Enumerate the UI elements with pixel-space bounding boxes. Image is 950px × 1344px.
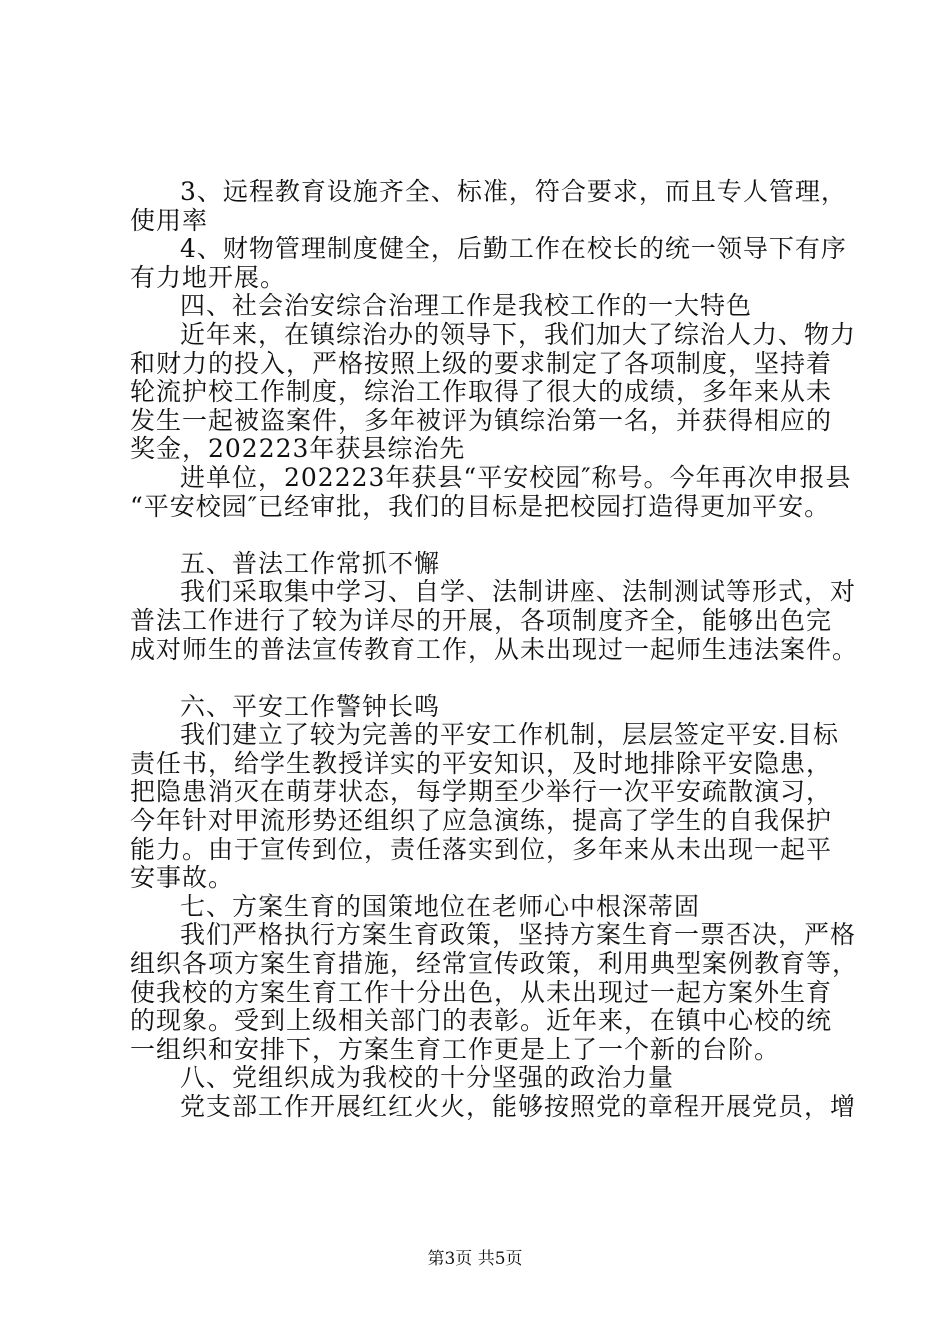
document-body xyxy=(130,177,859,1122)
section-heading: 五、普法工作常抓不懈 xyxy=(180,548,441,578)
paragraph-line: 进单位，202223年获县“平安校园″称号。今年再次申报县 xyxy=(180,462,852,492)
page-number-footer: 第3页 共5页 xyxy=(427,1249,523,1269)
paragraph-line: 一组织和安排下，方案生育工作更是上了一个新的台阶。 xyxy=(130,1034,781,1064)
paragraph-line: 和财力的投入，严格按照上级的要求制定了各项制度，坚持着 xyxy=(130,348,833,378)
paragraph-line: 轮流护校工作制度，综治工作取得了很大的成绩，多年来从未 xyxy=(130,377,833,407)
paragraph-line: 党支部工作开展红红火火，能够按照党的章程开展党员，增 xyxy=(180,1092,857,1121)
paragraph-line: 我们建立了较为完善的平安工作机制，层层签定平安.目标 xyxy=(180,720,839,750)
paragraph-line: 责任书，给学生教授详实的平安知识，及时地排除平安隐患， xyxy=(130,748,833,778)
paragraph-line: 我们采取集中学习、自学、法制讲座、法制测试等形式，对 xyxy=(180,577,857,607)
section-heading: 四、社会治安综合治理工作是我校工作的一大特色 xyxy=(180,291,753,321)
section-heading: 七、方案生育的国策地位在老师心中根深蒂固 xyxy=(180,891,701,921)
paragraph-line: 今年针对甲流形势还组织了应急演练，提高了学生的自我保护 xyxy=(130,806,833,836)
paragraph-line: 使用率 xyxy=(130,205,209,235)
paragraph-gap xyxy=(130,664,842,693)
paragraph-line: 有力地开展。 xyxy=(130,262,287,292)
paragraph-line: 普法工作进行了较为详尽的开展，各项制度齐全，能够出色完 xyxy=(130,605,833,635)
paragraph-line: 奖金，202223年获县综治先 xyxy=(130,434,466,464)
paragraph-line: 组织各项方案生育措施，经常宣传政策，利用典型案例教育等， xyxy=(130,949,859,979)
section-heading: 八、党组织成为我校的十分坚强的政治力量 xyxy=(180,1063,675,1093)
paragraph-line: 我们严格执行方案生育政策，坚持方案生育一票否决，严格 xyxy=(180,920,857,950)
paragraph-line: “平安校园″已经审批，我们的目标是把校园打造得更加平安。 xyxy=(130,491,831,521)
paragraph-line: 近年来，在镇综治办的领导下，我们加大了综治人力、物力 xyxy=(180,319,857,349)
paragraph-line: 4、财物管理制度健全，后勤工作在校长的统一领导下有序 xyxy=(180,234,847,264)
paragraph-line: 能力。由于宣传到位，责任落实到位，多年来从未出现一起平 xyxy=(130,834,833,864)
paragraph-line: 3、远程教育设施齐全、标准，符合要求，而且专人管理， xyxy=(180,177,847,206)
section-heading: 六、平安工作警钟长鸣 xyxy=(180,691,441,721)
paragraph-line: 使我校的方案生育工作十分出色，从未出现过一起方案外生育 xyxy=(130,977,833,1007)
paragraph-line: 把隐患消灭在萌芽状态，每学期至少举行一次平安疏散演习， xyxy=(130,777,833,807)
paragraph-line: 发生一起被盗案件，多年被评为镇综治第一名，并获得相应的 xyxy=(130,405,833,435)
paragraph-line: 安事故。 xyxy=(130,863,235,893)
paragraph-gap xyxy=(130,521,842,550)
paragraph-line: 的现象。受到上级相关部门的表彰。近年来，在镇中心校的统 xyxy=(130,1006,833,1036)
paragraph-line: 成对师生的普法宣传教育工作，从未出现过一起师生违法案件。 xyxy=(130,634,859,664)
